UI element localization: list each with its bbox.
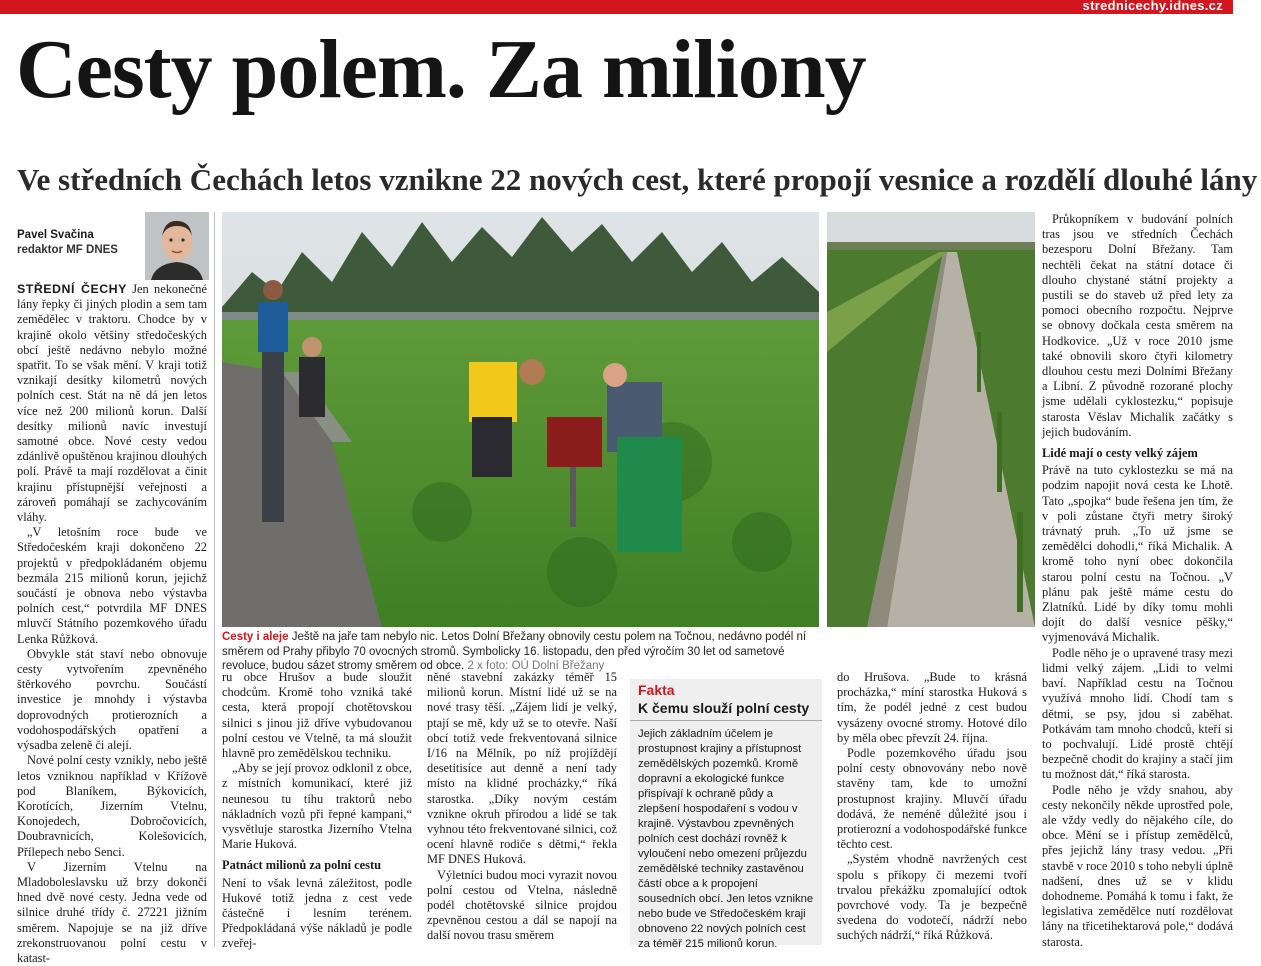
paragraph: Obvykle stát staví nebo obnovuje cesty vytvořením zpevněného štěrkového povrchu. Součástí investice je mnohdy i výstavba doprovodných protierozních a vodohospodářských opatření a výsadba zeleně či alejí.	[17, 646, 207, 753]
column-divider	[214, 212, 215, 947]
paragraph: „V letošním roce bude ve Středočeském kraji dokončeno 22 projektů v předpokládaném objemu bezmála 215 milionů korun, jejichž součástí je obnova nebo výstavba polních cest,“ potvrdila MF DNES mluvčí Státního pozemkového úřadu Lenka Růžková.	[17, 525, 207, 646]
paragraph: Podle něho je vždy snahou, aby cesty nekončily někde uprostřed pole, ale vždy vedly do nějakého cíle, do obce. Mění se i přístup zemědělců, přes jejichž lány trasy vedou. „Při stavbě v roce 2010 s toho nebyli úplně nadšení, dnes už se v klidu dohodneme. Pomáhá k tomu i fakt, že legislativa zemědělce nutí rozdělovat lány na třicetihektarová pole,“ dodává starosta.	[1042, 782, 1233, 949]
paragraph	[17, 282, 207, 525]
author-block	[17, 212, 209, 280]
paragraph: do Hrušova. „Bude to krásná procházka,“ míní starostka Huková s tím, že podél jedné z cest budou vysázeny ovocné stromy. Hotové dílo by měla obec převzít 24. října.	[837, 670, 1027, 745]
main-photo	[222, 212, 819, 627]
caption-label: Cesty i aleje	[222, 631, 289, 643]
masthead-bar	[0, 0, 1233, 14]
facts-title: K čemu slouží polní cesty	[638, 700, 810, 716]
headline: Cesty polem. Za miliony	[16, 23, 866, 116]
paragraph: Podle něho je o upravené trasy mezi lidmi velký zájem. „Lidi to velmi baví. Například cestu na Točnou využívá mnoho lidí. Chodí tam s dětmi, se psy, jdou si zaběhat. Potkávám tam mnoho chodců, kteří si to pochvalují. Lidé prostě chtějí bezpečně chodit do krajiny a stačí jim tu možnost dát,“ říká starosta.	[1042, 645, 1233, 782]
paragraph: Průkopníkem v budování polních tras jsou ve středních Čechách bezesporu Dolní Břežany. Tam nechtěli čekat na státní dotace či dlouho chystané státní projekty a pustili se do staveb už před lety za pomoci obecního rozpočtu. Nejprve se obnovy dočkala cesta směrem na Hodkovice. „Už v roce 2010 jsme také obnovili skoro čtyři kilometry dlouhou cestu mezi Dolními Břežany a Libní. Z původně rozorané plochy jsme udělali cyklostezku,“ popisuje starosta Věslav Michalik začátky s jejich budováním.	[1042, 212, 1233, 439]
author-photo	[145, 212, 209, 280]
paragraph: „Systém vhodně navržených cest spolu s příkopy či mezemi tvoří trvalou překážku zpomalující odtok povrchové vody. Ta je bezpečně svedena do vodotečí, nádrží nebo suchých nádrží,“ říká Růžková.	[837, 852, 1027, 943]
photo-credit: 2 x foto: OÚ Dolní Břežany	[467, 660, 605, 672]
paragraph: Podle pozemkového úřadu jsou polní cesty obnovovány nebo nově stavěny tam, kde to umožní prostupnost krajiny. Mluvčí úřadu dodává, že neméně důležité jsou i protierozní a vodohospodářské funkce těchto cest.	[837, 746, 1027, 852]
author-name: Pavel Svačina	[17, 229, 94, 241]
paragraph: Výletníci budou moci vyrazit novou polní cestou od Vtelna, následně podél chotětovské silnice projdou zpevněnou cestou a dál se napojí na další novou trasu směrem	[427, 867, 617, 943]
paragraph: Právě na tuto cyklostezku se má na podzim napojit nová cesta ke Lhotě. Tato „spojka“ bude řešena jen tím, že v poli zůstane čtyři metry široký trávnatý pruh. „To už jsme se zemědělci dohodli,“ říká Michalik. A kromě toho nyní obec dokončila starou polní cestu na Točnou. „V plánu pak ještě máme cestu do Zlatníků. Lidé by díky tomu mohli dojít do další vesnice pěšky,“ vyjmenovává Michalik.	[1042, 463, 1233, 645]
caption-text: Ještě na jaře tam nebylo nic. Letos Dolní Břežany obnovily cestu polem na Točnou, nedávno podél ní směrem od Prahy přibylo 70 ovocných stromů. Symbolicky 16. listopadu, den před výročím 30 let od sametové revoluce, budou sázet stromy směrem od obce.	[222, 631, 807, 672]
paragraph: Nové polní cesty vznikly, nebo ještě letos vzniknou například v Křížově pod Blaníkem, Býkovicích, Korotících, Jizerním Vtelnu, Konojedech, Dobročovicích, Doubravnicích, Kolešovicích, Přílepech nebo Senci.	[17, 753, 207, 859]
paragraph: něné stavební zakázky téměř 15 milionů korun. Místní lidé už se na nové trasy těší. „Zájem lidí je velký, ptají se mě, kdy už se to otevře. Naší obcí totiž vede frekventovaná silnice I/16 na Mělník, po níž projíždějí desetitisíce aut denně a není tady místo na klidné procházky,“ říká starostka. „Díky novým cestám vznikne okruh přírodou a lidé se tak vyhnou této frekventované silnici, což ocení hlavně rodiče s dětmi,“ řekla MF DNES Huková.	[427, 670, 617, 867]
column-2	[222, 670, 412, 952]
paragraph: „Aby se její provoz odklonil z obce, z místních komunikací, které již neunesou tu tíhu traktorů nebo nákladních vozů při řepné kampani,“ vysvětluje starostka Jizerního Vtelna Marie Huková.	[222, 761, 412, 852]
subheading: Patnáct milionů za polní cestu	[222, 858, 382, 873]
paragraph-text: Jen nekonečné lány řepky či jiných plodin a sem tam zemědělec v traktoru. Chodce by v krajině okolo většiny středočeských obcí ještě nedávno nebylo možné spatřit. To se však mění. V kraji totiž vznikají desítky kilometrů nových polních cest. Stát na ně dá jen letos více než 200 milionů korun. Další desítky milionů navíc investují samotné obce. Nové cesty vedou zdánlivě opuštěnou krajinou dlouhých polí. Právě ta mají rozdělovat a činit krajinu přístupnější veřejnosti a zároveň pomáhají se zachycováním vláhy.	[17, 282, 207, 525]
column-4	[837, 670, 1027, 944]
photo-caption	[222, 630, 822, 674]
kicker: STŘEDNÍ ČECHY	[17, 282, 127, 296]
facts-label: Fakta	[638, 682, 675, 698]
facts-box	[630, 679, 822, 950]
subheading: Lidé mají o cesty velký zájem	[1042, 446, 1198, 461]
site-name[interactable]: strednicechy.idnes.cz	[1082, 0, 1223, 13]
column-1	[17, 282, 207, 966]
paragraph: ru obce Hrušov a bude sloužit chodcům. Kromě toho vzniká také cesta, která propojí chotětovskou silnici s jinou již dříve vybudovanou polní cestou ve Vtelně, ta má sloužit hlavně pro zemědělskou techniku.	[222, 670, 412, 761]
facts-body: Jejich základním účelem je prostupnost krajiny a přístupnost zemědělských pozemků. Kromě dopravní a ekologické funkce přispívají k ochraně půdy a zlepšení hospodaření s vodou v krajině. Výstavbou zpevněných polních cest dochází rovněž k vyloučení nebo omezení průjezdu zemědělské techniky zastavěnou částí obce a k propojení sousedních obcí. Jen letos vznikne nebo bude ve Středočeském kraji obnoveno 22 nových polních cest za téměř 215 milionů korun.	[638, 728, 814, 950]
road-photo	[827, 212, 1035, 627]
paragraph: V Jizerním Vtelnu na Mladoboleslavsku už brzy dokončí hned dvě nové cesty. Jedna vede od silnice druhé třídy č. 27221 jižním směrem. Napojuje se na již dříve zrekonstruovanou polní cestu v katast-	[17, 859, 207, 965]
column-3	[427, 670, 617, 944]
paragraph: Není to však levná záležitost, podle Hukové totiž jedna z cest vede částečně i lesním terénem. Předpokládaná výše nákladů je podle zveřej-	[222, 875, 412, 951]
column-5	[1042, 212, 1233, 950]
subheadline: Ve středních Čechách letos vznikne 22 nových cest, které propojí vesnice a rozdělí dlouhé lány	[17, 162, 1258, 197]
facts-divider	[630, 720, 822, 721]
author-role: redaktor MF DNES	[17, 244, 118, 256]
